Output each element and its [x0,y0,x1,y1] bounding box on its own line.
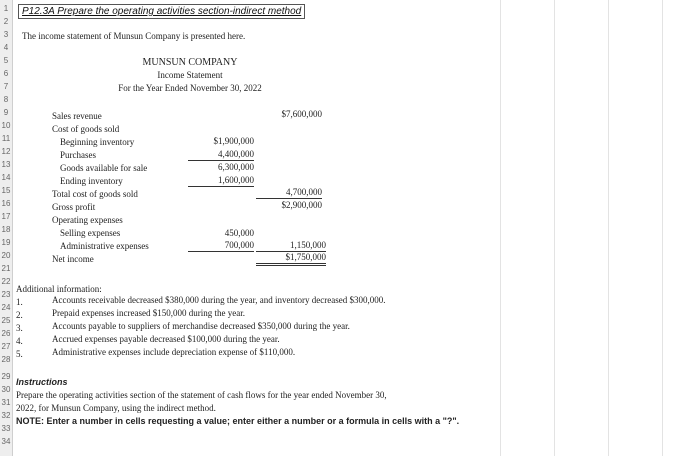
row-number[interactable]: 16 [1,199,11,208]
purchases-value[interactable]: 4,400,000 [188,149,254,161]
beginning-inventory-label[interactable]: Beginning inventory [60,137,135,147]
row-number[interactable]: 5 [3,56,9,65]
additional-item-number[interactable]: 2. [16,310,23,320]
row-number[interactable]: 2 [3,17,9,26]
grid-line [554,0,555,456]
row-number[interactable]: 12 [1,147,11,156]
row-number[interactable]: 23 [1,290,11,299]
additional-item-text[interactable]: Prepaid expenses increased $150,000 during the year. [52,308,245,318]
row-number[interactable]: 26 [1,329,11,338]
statement-name[interactable]: Income Statement [157,70,223,80]
row-header-column [0,0,13,456]
row-number[interactable]: 33 [1,424,11,433]
title-cell[interactable]: P12.3A Prepare the operating activities section-indirect method [18,4,305,19]
row-number[interactable]: 22 [1,277,11,286]
additional-item-number[interactable]: 3. [16,323,23,333]
row-number[interactable]: 20 [1,251,11,260]
goods-available-label[interactable]: Goods available for sale [60,163,148,173]
administrative-expenses-value[interactable]: 700,000 [188,240,254,252]
row-number[interactable]: 13 [1,160,11,169]
row-number[interactable]: 28 [1,355,11,364]
statement-period[interactable]: For the Year Ended November 30, 2022 [118,83,262,93]
net-income-label[interactable]: Net income [52,254,94,264]
purchases-label[interactable]: Purchases [60,150,96,160]
cogs-label[interactable]: Cost of goods sold [52,124,120,134]
gross-profit-label[interactable]: Gross profit [52,202,96,212]
instructions-line-1[interactable]: Prepare the operating activities section of the statement of cash flows for the year ended November 30, [16,390,387,400]
row-number[interactable]: 30 [1,385,11,394]
additional-item-number[interactable]: 4. [16,336,23,346]
instructions-heading[interactable]: Instructions [16,377,68,387]
total-operating-expenses-value[interactable]: 1,150,000 [256,240,326,252]
additional-info-heading[interactable]: Additional information: [16,284,102,294]
row-number[interactable]: 31 [1,398,11,407]
row-number[interactable]: 24 [1,303,11,312]
sales-label[interactable]: Sales revenue [52,111,102,121]
row-number[interactable]: 17 [1,212,11,221]
row-number[interactable]: 10 [1,121,11,130]
row-number[interactable]: 8 [3,95,9,104]
selling-expenses-label[interactable]: Selling expenses [60,228,121,238]
row-number[interactable]: 6 [3,69,9,78]
instructions-line-2[interactable]: 2022, for Munsun Company, using the indirect method. [16,403,216,413]
row-number[interactable]: 11 [1,134,11,143]
row-number[interactable]: 14 [1,173,11,182]
row-number[interactable]: 7 [3,82,9,91]
total-cogs-label[interactable]: Total cost of goods sold [52,189,138,199]
administrative-expenses-label[interactable]: Administrative expenses [60,241,149,251]
operating-expenses-label[interactable]: Operating expenses [52,215,123,225]
net-income-value[interactable]: $1,750,000 [256,252,326,266]
row-number[interactable]: 4 [3,43,9,52]
intro-text[interactable]: The income statement of Munsun Company is presented here. [22,31,246,41]
row-number[interactable]: 34 [1,437,11,446]
grid-line [608,0,609,456]
ending-inventory-value[interactable]: 1,600,000 [188,175,254,187]
additional-item-text[interactable]: Accounts receivable decreased $380,000 during the year, and inventory decreased $300,000. [52,295,386,305]
total-cogs-value[interactable]: 4,700,000 [256,187,322,199]
row-number[interactable]: 21 [1,264,11,273]
additional-item-number[interactable]: 1. [16,297,23,307]
company-name[interactable]: MUNSUN COMPANY [142,57,238,68]
row-number[interactable]: 32 [1,411,11,420]
row-number[interactable]: 25 [1,316,11,325]
row-number[interactable]: 9 [3,108,9,117]
selling-expenses-value[interactable]: 450,000 [224,228,254,238]
row-number[interactable]: 1 [3,4,9,13]
goods-available-value[interactable]: 6,300,000 [218,162,254,172]
ending-inventory-label[interactable]: Ending inventory [60,176,123,186]
additional-item-text[interactable]: Accrued expenses payable decreased $100,000 during the year. [52,334,280,344]
row-number[interactable]: 29 [1,372,11,381]
row-number[interactable]: 27 [1,342,11,351]
additional-item-text[interactable]: Accounts payable to suppliers of merchandise decreased $350,000 during the year. [52,321,350,331]
row-number[interactable]: 15 [1,186,11,195]
row-number[interactable]: 3 [3,30,9,39]
grid-line [662,0,663,456]
beginning-inventory-value[interactable]: $1,900,000 [213,136,254,146]
gross-profit-value[interactable]: $2,900,000 [281,200,322,210]
instructions-note[interactable]: NOTE: Enter a number in cells requesting a value; enter either a number or a formula in cells with a "?". [16,416,460,426]
row-number[interactable]: 19 [1,238,11,247]
additional-item-text[interactable]: Administrative expenses include depreciation expense of $110,000. [52,347,296,357]
grid-line [500,0,501,456]
additional-item-number[interactable]: 5. [16,349,23,359]
sales-value[interactable]: $7,600,000 [281,109,322,119]
row-number[interactable]: 18 [1,225,11,234]
